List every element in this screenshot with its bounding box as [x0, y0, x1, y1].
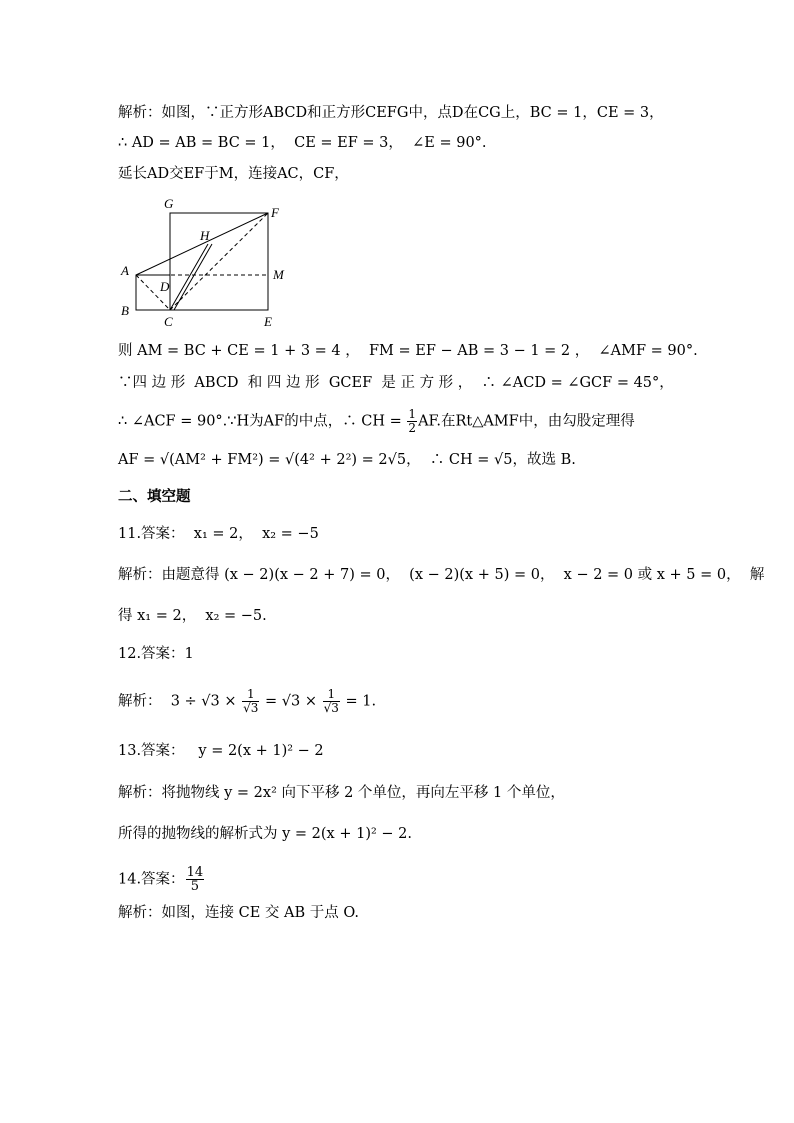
solution-line-2: ∴ AD = AB = BC = 1， CE = EF = 3， ∠E = 90°. [118, 135, 487, 151]
label-c: C [164, 314, 173, 329]
solution-line-4: 则 AM = BC + CE = 1 + 3 = 4 ， FM = EF − AB = 3 − 1 = 2 ， ∠AMF = 90°. [118, 343, 698, 359]
fraction-14-over-5: $\frac{14}{5}$ [186, 865, 204, 894]
label-d: D [160, 279, 170, 294]
line-cf [170, 213, 268, 310]
section-fill-in-heading: 二、填空题 [118, 489, 191, 505]
label-f: F [271, 205, 279, 220]
line-af [136, 213, 268, 275]
label-e: E [264, 314, 272, 329]
q11-answer: 11.答案： x₁ = 2， x₂ = −5 [118, 526, 319, 542]
fraction-1-over-sqrt3-b: $\frac{1}{√3}$ [323, 687, 339, 715]
q11-analysis-cont: 得 x₁ = 2， x₂ = −5. [118, 608, 267, 624]
fraction-1-over-sqrt3: $\frac{1}{√3}$ [243, 687, 259, 715]
solution-line-3: 延长AD交EF于M，连接AC，CF， [118, 166, 349, 182]
solution-line-1: 解析：如图，∵正方形ABCD和正方形CEFG中，点D在CG上，BC = 1，CE = 3， [118, 105, 664, 121]
label-b: B [121, 303, 129, 318]
q12-answer: 12.答案：1 [118, 646, 194, 662]
label-m: M [273, 267, 284, 282]
q12-analysis: 解析： 3 ÷ √3 × $\frac{1}{√3}$ = √3 × $\frac{1}{√3}$ = 1. [118, 687, 377, 715]
label-a: A [121, 263, 129, 278]
label-g: G [164, 196, 174, 211]
q13-analysis: 解析：将抛物线 y = 2x² 向下平移 2 个单位，再向左平移 1 个单位， [118, 785, 565, 801]
q14-analysis: 解析：如图，连接 CE 交 AB 于点 O. [118, 905, 359, 921]
line-ch [170, 244, 208, 310]
q14-answer: 14.答案： $\frac{14}{5}$ [118, 865, 204, 894]
q13-analysis-cont: 所得的抛物线的解析式为 y = 2(x + 1)² − 2. [118, 826, 412, 842]
label-h: H [200, 228, 210, 243]
fraction-one-half: $\frac{1}{2}$ [408, 407, 417, 435]
square-cefg [170, 213, 268, 310]
geometry-figure [118, 195, 298, 330]
q11-analysis: 解析：由题意得 (x − 2)(x − 2 + 7) = 0， (x − 2)(x + 5) = 0， x − 2 = 0 或 x + 5 = 0， 解 [118, 567, 765, 583]
solution-line-6: ∴ ∠ACF = 90°.∵H为AF的中点，∴ CH = $\frac{1}{2}$ AF.在Rt△AMF中，由勾股定理得 [118, 407, 635, 435]
line-ch-2 [174, 244, 212, 310]
solution-line-7: AF = √(AM² + FM²) = √(4² + 2²) = 2√5， ∴ CH = √5，故选 B. [118, 452, 576, 468]
solution-line-5: ∵四 边 形 ABCD 和 四 边 形 GCEF 是 正 方 形 ， ∴ ∠ACD = ∠GCF = 45°， [118, 375, 674, 391]
q13-answer: 13.答案： y = 2(x + 1)² − 2 [118, 743, 324, 759]
